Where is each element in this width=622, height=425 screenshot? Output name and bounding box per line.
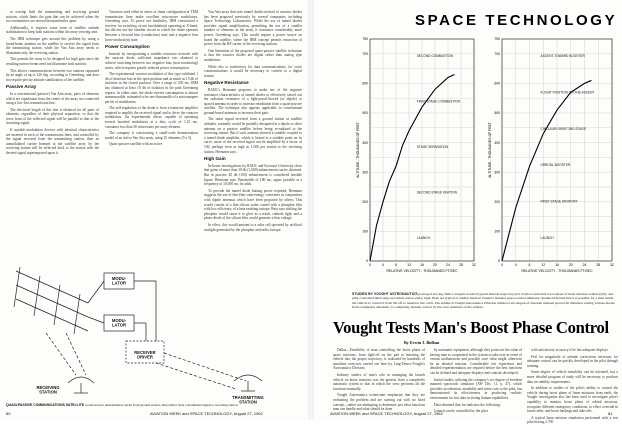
article-headline: Vought Tests Man's Boost Phase Control xyxy=(333,318,609,337)
paragraph: Initial studies, utilizing the company's six-degree-of-freedom manned spacecraft simulator (AW Dec. 11, p. 47), which provides acceleration, instability and noise cues to the pilot, has demonstrated its effectiveness in producing realistic environment for test data in testing human capabilities. xyxy=(430,377,522,400)
transmitting-station-dish xyxy=(234,375,262,391)
y-tick-label: 300 xyxy=(494,170,500,175)
x-tick-label: 32 xyxy=(610,263,614,267)
paragraph: This permits the array to be designed for high gain since the resulting narrow beam need not illuminate both stations. xyxy=(6,57,99,66)
left-page-column-2 xyxy=(105,10,198,262)
chart-annotation: LAUNCH xyxy=(540,236,554,240)
subheading: High Gain xyxy=(204,156,226,162)
x-axis-label: RELATIVE VELOCITY - THOUSANDS FT/SEC xyxy=(521,269,593,273)
x-tick-label: 24 xyxy=(446,263,450,267)
y-tick-label: 750 xyxy=(494,37,500,42)
right-footer-publication: AVIATION WEEK and SPACE TECHNOLOGY, August 27, 1962 xyxy=(330,411,443,416)
chart-annotation: LAUNCH xyxy=(416,236,430,240)
y-tick-label: 600 xyxy=(362,81,368,86)
y-tick-label: 500 xyxy=(362,111,368,116)
chart-annotation: SECOND COMBUSTION xyxy=(416,54,453,58)
paragraph: Launch can be controlled by the pilot xyxy=(434,409,488,414)
chart-annotation: STAGE SEPARATION xyxy=(416,145,449,149)
y-tick-label: 700 xyxy=(362,52,368,56)
y-tick-label: 400 xyxy=(494,140,500,145)
gutter xyxy=(308,0,314,420)
paragraph: The company is constructing a small-scale demonstration model of an active Van Atta array, using 25 elements (5 x 5). xyxy=(105,131,198,140)
y-axis-label: ALTITUDE - THOUSANDS OF FEET xyxy=(488,122,492,178)
paragraph: The electrical length of this line is identical for all pairs of elements, regardless of their physical separation, so that the wave front of the reflected signal will be parallel to that of the incoming signal. xyxy=(6,107,99,126)
chart-caption xyxy=(352,292,618,309)
chart-annotation: FLIGHT POSITION ON THE ASCENT xyxy=(540,90,595,95)
x-tick-label: 8 xyxy=(395,263,397,267)
x-tick-label: 4 xyxy=(382,263,384,267)
paragraph: Data obtained thus far indicates the following: xyxy=(434,402,501,407)
paragraph: This allows communications between two stations separated by an angle of up to 120 deg. according to Greenberg, and does not require precise attitude stabilization of the satellite. xyxy=(6,68,99,82)
paragraph: The self-regulation of the diode is from a transistor amplifier required to amplify the received signal and to drive the varactor modulators. An experimental driver, capable of operating several hundred modulators at a duty cycle of 1.25 mc, consumes less than 50 microwatts per array element. xyxy=(105,106,198,129)
x-tick-label: 32 xyxy=(472,263,476,267)
paragraph: The radar signal received from a ground station at satellite altitudes, normally would be partially dissipated in a dipole or other antenna on a passive satellite before being re-radiated to the receiving station. But if such antenna showed a suitable coupled to a tunnel-diode amplifier, which is biased to a suitable point on its curve, more of the received signal can be amplified by a factor of 100, perhaps even as high as 1,000 per station to the receiving station, Hermann says. xyxy=(204,117,302,154)
x-tick-label: 20 xyxy=(568,263,573,267)
paragraph: Vought Astronautics technicians emphasize that they are evaluating the problem and are starting out with no fixed concept—rather are attempting to determine just what functions man can handle and what should be done xyxy=(333,393,425,412)
subheading: Passive Array xyxy=(6,84,37,90)
figure-caption-text: would receive unmodulated carrier from ground station, then reflect back a modulated signal to receiving station. xyxy=(83,403,239,407)
paragraph: In addition to studies of the pilot's ability to control the vehicle during boost phase of lunar missions from earth, the Vought investigation also has been used to investigate pilot's capability to monitor boost phase of orbital missions, recognize different emergency conditions, to effect override in future orbit, and boost landings and take-offs. xyxy=(527,386,618,414)
x-tick-label: 24 xyxy=(582,263,587,267)
y-tick-label: 0 xyxy=(498,259,500,264)
x-tick-label: 0 xyxy=(501,263,503,267)
chart-annotation: FIRST STAGE COMBUSTION xyxy=(416,99,460,104)
transmitting-station-label: TRANSMITTING STATION xyxy=(232,395,264,405)
figure-caption xyxy=(6,403,302,407)
chart-annotation: CIRCULAR ORBIT 2ND STAGE xyxy=(540,126,587,131)
x-tick-label: 28 xyxy=(459,263,463,267)
paragraph: to overlap both the transmitting and receiving ground stations, which limits the gain that can be achieved when the two transmitters are several thousand miles apart. xyxy=(6,10,99,24)
y-tick-label: 100 xyxy=(362,229,368,234)
paragraph: The IBM technique gets around this problem by using a broad-beam antenna on the satellite to receive the signal from the transmitting station, while the Van Atta array needs to illuminate only the receiving station. xyxy=(6,36,99,55)
left-page-column-1 xyxy=(6,10,99,262)
paragraph: with satisfactory accuracy if he has adequate displays. xyxy=(531,348,609,352)
trajectory-charts xyxy=(352,33,618,287)
satellite-diagram xyxy=(6,263,302,403)
paragraph: One limitation of the proposed quasi-passive satellite technique is that the varactor diodes are digital rather than analog type modulators. xyxy=(204,48,302,62)
x-tick-label: 16 xyxy=(555,263,559,267)
x-tick-label: 20 xyxy=(433,263,437,267)
x-tick-label: 28 xyxy=(596,263,601,267)
y-tick-label: 200 xyxy=(494,200,500,204)
paragraph: Feel for magnitude of attitude corrections necessary for adequate control can be quickly developed in the pilot through training. xyxy=(527,354,618,368)
chart-caption-lead: STUDIES BY VOUGHT ASTRONAUTICS xyxy=(352,292,418,296)
paragraph: A typical lunar mission simulation performed with a test pilot having 2,700 xyxy=(527,415,618,425)
paragraph: Van Atta array that uses tunnel diodes instead of varactor diodes has been proposed previously by several companies, including Space Technology Laboratories. While the use of tunnel diodes provides signal amplification, permitting the use of a smaller number of elements in the array, it consumes considerably more power, Greenberg says. This would require a power source on board the satellite, where the IBM concept permits extraction of power from the RF carrier of the receiving stations. xyxy=(204,10,302,47)
paragraph: Some degree of vehicle instability can be tolerated, but a more detailed program of study will be necessary to produce data on stability requirements. xyxy=(527,370,618,384)
y-tick-label: 0 xyxy=(366,259,368,264)
paragraph: Varactors used either in series or shunt configuration in TEM transmission lines make excellent microwave modulators, Greenberg says. To prove out feasibility, IBM constructed a receiver for switching circuit (modulation) operating at X-band, but did not use the familiar circuit in which the diode operates between a forward bias (conduction) state and a negative bias (non-conduction) state. xyxy=(105,10,198,42)
modulator-label-bottom: MODU-LATOR xyxy=(111,318,127,328)
paragraph: To provide the tunnel diode biasing power required, Hermann suggests the use of thin-film solar-energy converters in conjunction with dipole antennas which have been proposed by others. This would consist of a thin silicon wafer coated with a phosphor film with low efficiency of a beta emitting isotope. Beta rays striking the phosphor would cause it to glow as a result, cathode light, and a photo-diode of the silicon film would generate a bias voltage. xyxy=(204,188,302,221)
subheading: Negative Resistance xyxy=(204,80,249,86)
paragraph: RADC's Hermann proposes to make use of the negative resistance characteristics of tunnel diodes to effectively cancel out the radiation resistance of a light-pencil-bowed (or dipole) or spaced antenna in order to increase reradiation from a quasi-passive satellite. The technique also appears applicable to conventional ground-based antennas to increase their gain. xyxy=(204,87,302,115)
chart-annotation: SECOND STAGE IGNITION xyxy=(416,190,457,195)
y-tick-label: 750 xyxy=(362,37,368,42)
right-page-number: 81 xyxy=(608,411,613,416)
paragraph: Dallas—Feasibility of man controlling the boost phase of space missions, from light-off on the pad to inserting the vehicle into the proper trajectory, is indicated by hundreds of simulator exercises carried out here by Ling-Temco-Vought's Astronautics Division. xyxy=(333,348,425,371)
paragraph: Industry studies of man's role in managing the launch vehicle on boost missions was the genesis from a completely automatic system to that in which the crew performs all the functions manually. xyxy=(333,372,425,391)
trajectory-line xyxy=(502,80,591,261)
byline: By Erwin J. Bulban xyxy=(404,340,440,345)
y-tick-label: 100 xyxy=(494,229,500,234)
paragraph: While this is satisfactory for data communications, for voice communications it would be necessary to convert to a digital format. xyxy=(204,64,302,78)
right-page-column-1 xyxy=(333,348,425,412)
x-tick-label: 0 xyxy=(369,263,371,267)
x-axis-label: RELATIVE VELOCITY - THOUSANDS FT/SEC xyxy=(386,269,458,273)
receiving-station-dish xyxy=(68,377,94,393)
figure-caption-lead: QUASI-PASSIVE COMMUNICATIONS SATELLITE xyxy=(6,403,84,407)
right-page-column-3 xyxy=(527,348,618,425)
y-tick-label: 600 xyxy=(494,81,500,86)
paragraph: Quasi-passive satellite with an active xyxy=(109,142,163,147)
y-tick-label: 700 xyxy=(494,52,500,56)
x-tick-label: 12 xyxy=(541,263,546,267)
paragraph: In a conventional (passive) Van Atta array, pairs of elements which are equidistant from the center of the array are connected using a low-loss transmission line. xyxy=(6,91,99,106)
paragraph: If suitable modulation devices with identical characteristics are inserted in each of the transmission lines, and controlled by the signal received from the transmitting station, then an unmodulated carrier beamed at the satellite array by the receiving station will be reflected back to the station with the desired signal superimposed upon it. xyxy=(6,128,99,156)
paragraph: Instead, by incorporating a suitable reactance network with the varactor diode, sufficient impedance was obtained to achieve switching between two negative bias (non-conducting) states, which requires greatly reduced power consumption. xyxy=(105,51,198,70)
y-tick-label: 500 xyxy=(494,111,500,116)
right-page-column-2 xyxy=(430,348,522,414)
chart-caption-text: portrayed in Ling-Temco-Vought revealed typical altitude trajectory plot of pilot-controlled boost phase of lunar mission-vehicle (left), and pilot-controlled third-stage procedure and re-entry, right. Both are typical of studies made in Vought's manned space-control simulator. Studies indicated that it is possible for a man inside the vehicle to control it from lift-off to insertion into orbit. The studies at Vought Astronautics Division utilized a six-degree-of-freedom manned spacecraft simulator testing various modes from completely automatic to completely manual control by the crew members of the vehicle. xyxy=(352,292,615,309)
paragraph: In-house investigations by RADC and Syracuse University show that gains of more than 30 db (1,000) enhancement can be obtained. But in practice 20 db (100) enhancement is considered feasible figure, Hermann says. Bandwidth of 180 mc, upper possible at a frequency of 10,000 mc, he adds. xyxy=(204,163,302,187)
y-tick-label: 300 xyxy=(362,170,368,175)
subheading: Power Consumption xyxy=(105,44,150,50)
receiving-station-label: RECEIVING STATION xyxy=(36,385,60,395)
y-axis-label: ALTITUDE - THOUSANDS OF FEET xyxy=(356,122,360,178)
paragraph: In effect, this would amount to a solar cell operated by artificial sunlight generated by the phosphor and radio-isotope. xyxy=(204,222,302,232)
section-title: SPACE TECHNOLOGY xyxy=(415,12,618,29)
x-tick-label: 8 xyxy=(528,263,531,267)
paragraph: Additionally, it requires some form of satellite attitude stabilization to keep both stations within the array viewing area. xyxy=(6,25,99,35)
left-footer-publication: AVIATION WEEK and SPACE TECHNOLOGY, August 27, 1962 xyxy=(150,411,263,416)
x-tick-label: 4 xyxy=(514,263,517,267)
chart-annotation: FIRST STAGE DROPOFF xyxy=(540,199,578,204)
antenna-array xyxy=(14,267,88,334)
chart-annotation: ORBITAL BOOSTER xyxy=(540,163,571,168)
modulator-label-top: MODU-LATOR xyxy=(111,276,127,286)
left-page-number: 80 xyxy=(6,411,11,416)
paragraph: by automatic equipment, although they point out the value of having man so cooperated in the system to take over in event of certain malfunctions and possibly save what might otherwise be an aborted mission. Considerable test experience and detailed experimentation are required before the best functions can be defined and adequate displays and controls developed. xyxy=(430,348,522,375)
receiver-driver-label: RECEIVER DRIVER xyxy=(134,350,156,360)
paragraph: The experimental varactor modulator of this type exhibited 1 db of insertion loss in the open position and as much as 15 db of isolation in the closed position. Over a range of 250 mc, IBM has obtained at least 10 db of isolation in the path Greenberg reports. In either state, the diode current consumption is almost immeasurable, estimated to be one-thousandth of a microampere per bit of modulation. xyxy=(105,72,199,104)
y-tick-label: 200 xyxy=(362,200,368,204)
x-tick-label: 12 xyxy=(407,263,411,267)
y-tick-label: 400 xyxy=(362,140,368,145)
chart-annotation: ASCENT-TOWARD BOOSTER xyxy=(540,54,585,58)
x-tick-label: 16 xyxy=(420,263,424,267)
